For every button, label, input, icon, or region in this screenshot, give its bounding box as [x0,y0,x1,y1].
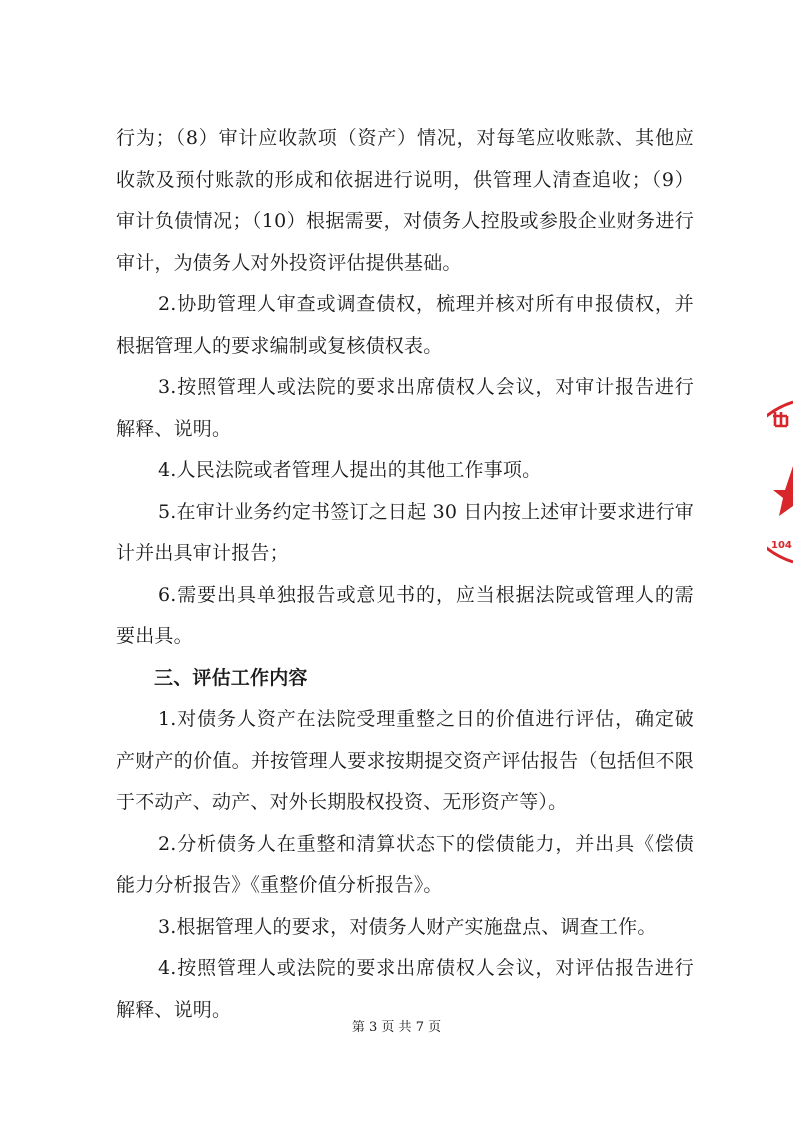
paragraph-valuation-3: 3.根据管理人的要求，对债务人财产实施盘点、调查工作。 [158,915,657,938]
paragraph-audit-6: 6.需要出具单独报告或意见书的，应当根据法院或管理人的需要出具。 [116,583,694,647]
paragraph-audit-items-continued: 行为；（8）审计应收款项（资产）情况，对每笔应收账款、其他应收款及预付账款的形成和依据进行说明，供管理人清查追收；（9）审计负债情况；（10）根据需要，对债务人控股或参股企业财务进行审计，为债务人对外投资评估提供基础。 [116,127,694,274]
paragraph-valuation-2: 2.分析债务人在重整和清算状态下的偿债能力，并出具《偿债能力分析报告》《重整价值分析报告》。 [116,832,694,896]
document-body [116,118,694,1031]
paragraph-audit-2: 2.协助管理人审查或调查债权，梳理并核对所有申报债权，并根据管理人的要求编制或复核债权表。 [116,293,694,357]
paragraph-audit-3: 3.按照管理人或法院的要求出席债权人会议，对审计报告进行解释、说明。 [116,376,694,440]
paragraph-valuation-4: 4.按照管理人或法院的要求出席债权人会议，对评估报告进行解释、说明。 [116,957,694,1021]
paragraph-audit-4: 4.人民法院或者管理人提出的其他工作事项。 [158,459,542,481]
section-heading-valuation: 三、评估工作内容 [154,666,308,689]
paragraph-valuation-1: 1.对债务人资产在法院受理重整之日的价值进行评估，确定破产财产的价值。并按管理人要求按期提交资产评估报告（包括但不限于不动产、动产、对外长期股权投资、无形资产等）。 [116,708,694,813]
paragraph-audit-5: 5.在审计业务约定书签订之日起 30 日内按上述审计要求进行审计并出具审计报告； [116,500,694,564]
seal-number: 104 [771,540,792,551]
red-seal-stamp-partial [767,398,793,566]
page-number-footer: 第 3 页 共 7 页 [351,1020,442,1035]
